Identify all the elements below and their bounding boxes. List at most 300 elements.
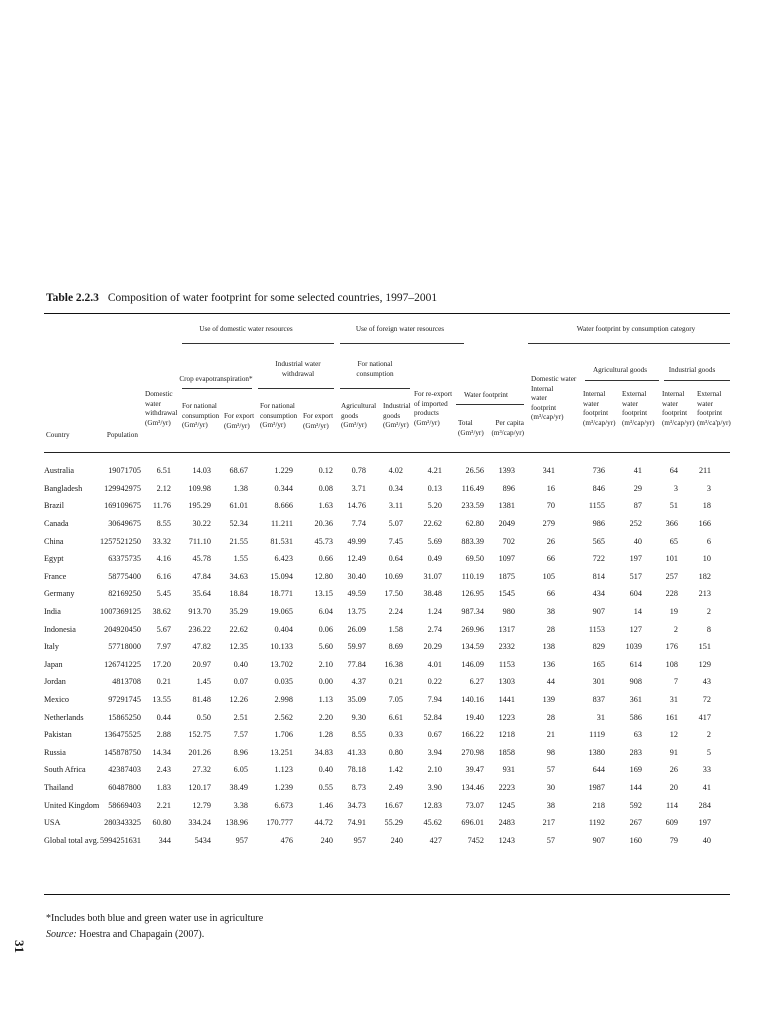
table-row [44, 796, 711, 814]
country-cell: Indonesia [44, 624, 76, 634]
value-cell: 896 [502, 483, 515, 493]
value-cell: 77.84 [347, 659, 366, 669]
value-cell: 165 [592, 659, 605, 669]
value-cell: 3.94 [427, 747, 442, 757]
value-cell: 15.094 [270, 571, 293, 581]
value-cell: 0.50 [196, 712, 211, 722]
value-cell: 1153 [498, 659, 515, 669]
value-cell: 47.82 [192, 642, 211, 652]
table-bottom-rule [44, 894, 730, 895]
value-cell: 240 [390, 835, 403, 845]
page-number: 31 [12, 940, 27, 953]
value-cell: 98 [546, 747, 555, 757]
country-cell: Canada [44, 519, 69, 529]
footnote-text: *Includes both blue and green water use in agriculture [46, 913, 264, 924]
value-cell: 1.42 [388, 765, 403, 775]
value-cell: 28 [546, 712, 555, 722]
value-cell: 49.59 [347, 589, 366, 599]
value-cell: 1155 [588, 501, 605, 511]
value-cell: 140.16 [461, 695, 484, 705]
value-cell: 33 [702, 765, 711, 775]
value-cell: 4.01 [427, 659, 442, 669]
subheader-industrial-2: withdrawal [281, 370, 315, 378]
value-cell: 34.83 [314, 747, 333, 757]
table-row [44, 603, 711, 621]
value-cell: 60487800 [108, 782, 141, 792]
value-cell: 0.035 [274, 677, 293, 687]
value-cell: 10.133 [270, 642, 293, 652]
value-cell: 2.12 [156, 483, 171, 493]
value-cell: 108 [665, 659, 678, 669]
value-cell: 8.96 [233, 747, 248, 757]
value-cell: 38.49 [229, 782, 248, 792]
value-cell: 4.02 [388, 466, 403, 476]
header-reexport: For re-export of imported products (Gm³/yr) [414, 390, 453, 427]
value-cell: 6.04 [318, 607, 333, 617]
value-cell: 17.50 [384, 589, 403, 599]
value-cell: 20.29 [423, 642, 442, 652]
value-cell: 6.51 [156, 466, 171, 476]
value-cell: 116.49 [461, 483, 484, 493]
value-cell: 13.15 [314, 589, 333, 599]
value-cell: 129 [698, 659, 711, 669]
value-cell: 0.08 [318, 483, 333, 493]
rule-crop [182, 388, 252, 389]
value-cell: 1223 [498, 712, 515, 722]
table-row [44, 497, 711, 515]
country-cell: France [44, 571, 67, 581]
header-agricultural-goods: Agricultural goods (Gm³/yr) [341, 402, 377, 429]
value-cell: 38 [546, 607, 555, 617]
value-cell: 19 [669, 607, 678, 617]
value-cell: 138.96 [225, 818, 248, 828]
value-cell: 169109675 [104, 501, 141, 511]
value-cell: 5994251631 [100, 835, 141, 845]
value-cell: 427 [429, 835, 442, 845]
value-cell: 1.45 [196, 677, 211, 687]
value-cell: 7452 [467, 835, 484, 845]
value-cell: 1097 [498, 554, 515, 564]
value-cell: 2.49 [388, 782, 403, 792]
value-cell: 1218 [498, 730, 515, 740]
value-cell: 5.67 [156, 624, 171, 634]
value-cell: 987.34 [461, 607, 484, 617]
value-cell: 11.76 [152, 501, 171, 511]
rule-foreign [340, 343, 464, 344]
value-cell: 1.38 [233, 483, 248, 493]
value-cell: 15865250 [108, 712, 141, 722]
value-cell: 913.70 [188, 607, 211, 617]
country-cell: Mexico [44, 695, 70, 705]
value-cell: 201.26 [188, 747, 211, 757]
value-cell: 19.40 [465, 712, 484, 722]
value-cell: 66 [546, 589, 555, 599]
table-caption [46, 292, 746, 304]
value-cell: 81.531 [270, 536, 293, 546]
rule-agricultural-goods [585, 380, 659, 381]
header-industrial-export: For export (Gm³/yr) [303, 412, 334, 430]
value-cell: 517 [629, 571, 642, 581]
value-cell: 702 [502, 536, 515, 546]
value-cell: 26 [669, 765, 678, 775]
value-cell: 47.84 [192, 571, 211, 581]
source-text: Hoestra and Chapagain (2007). [79, 929, 205, 940]
value-cell: 6.673 [274, 800, 293, 810]
value-cell: 0.49 [427, 554, 442, 564]
value-cell: 126741225 [104, 659, 141, 669]
value-cell: 1.229 [274, 466, 293, 476]
country-cell: Netherlands [44, 712, 84, 722]
country-cell: South Africa [44, 765, 86, 775]
group-header-foreign: Use of foreign water resources [355, 325, 445, 333]
value-cell: 2 [706, 730, 711, 740]
value-cell: 883.39 [461, 536, 484, 546]
value-cell: 151 [698, 642, 711, 652]
value-cell: 58775400 [108, 571, 141, 581]
table-top-rule [44, 313, 730, 314]
value-cell: 267 [629, 818, 642, 828]
value-cell: 13.702 [270, 659, 293, 669]
header-total: Total (Gm³/yr) [458, 419, 484, 437]
header-population: Population [106, 431, 138, 439]
value-cell: 64 [669, 466, 678, 476]
value-cell: 334.24 [188, 818, 211, 828]
value-cell: 110.19 [461, 571, 484, 581]
value-cell: 1.83 [156, 782, 171, 792]
value-cell: 1441 [498, 695, 515, 705]
value-cell: 38.48 [423, 589, 442, 599]
value-cell: 957 [353, 835, 366, 845]
value-cell: 136475525 [104, 730, 141, 740]
value-cell: 565 [592, 536, 605, 546]
value-cell: 66 [546, 554, 555, 564]
value-cell: 51 [669, 501, 678, 511]
value-cell: 417 [698, 712, 711, 722]
value-cell: 61.01 [229, 501, 248, 511]
value-cell: 1153 [588, 624, 605, 634]
value-cell: 8 [706, 624, 711, 634]
value-cell: 73.07 [465, 800, 484, 810]
value-cell: 957 [235, 835, 248, 845]
country-cell: Egypt [44, 554, 64, 564]
data-table [44, 462, 711, 849]
header-per-capita: Per capita (m³/cap/yr) [491, 419, 524, 437]
value-cell: 20 [669, 782, 678, 792]
value-cell: 907 [592, 835, 605, 845]
value-cell: 217 [542, 818, 555, 828]
value-cell: 3.38 [233, 800, 248, 810]
header-domestic-withdrawal: Domestic water withdrawal (Gm³/yr) [145, 390, 178, 427]
value-cell: 1243 [498, 835, 515, 845]
value-cell: 233.59 [461, 501, 484, 511]
value-cell: 3.11 [388, 501, 403, 511]
value-cell: 144 [629, 782, 642, 792]
value-cell: 0.00 [318, 677, 333, 687]
country-cell: Germany [44, 589, 75, 599]
value-cell: 0.44 [156, 712, 171, 722]
value-cell: 10 [702, 554, 711, 564]
value-cell: 22.62 [423, 519, 442, 529]
table-row [44, 532, 711, 550]
value-cell: 21 [546, 730, 555, 740]
value-cell: 12.35 [229, 642, 248, 652]
value-cell: 366 [665, 519, 678, 529]
value-cell: 57718000 [108, 642, 141, 652]
value-cell: 1381 [498, 501, 515, 511]
value-cell: 592 [629, 800, 642, 810]
country-cell: China [44, 536, 64, 546]
value-cell: 5434 [194, 835, 211, 845]
value-cell: 195.29 [188, 501, 211, 511]
header-crop-export: For export (Gm³/yr) [224, 412, 255, 430]
value-cell: 138 [542, 642, 555, 652]
value-cell: 5.20 [427, 501, 442, 511]
value-cell: 197 [698, 818, 711, 828]
value-cell: 68.67 [229, 466, 248, 476]
table-row [44, 691, 711, 709]
value-cell: 283 [629, 747, 642, 757]
value-cell: 197 [629, 554, 642, 564]
value-cell: 3 [673, 483, 678, 493]
value-cell: 3 [706, 483, 711, 493]
value-cell: 30649675 [108, 519, 141, 529]
value-cell: 41.33 [347, 747, 366, 757]
value-cell: 136 [542, 659, 555, 669]
value-cell: 11.211 [271, 519, 293, 529]
value-cell: 2 [706, 607, 711, 617]
value-cell: 240 [320, 835, 333, 845]
value-cell: 52.84 [423, 712, 442, 722]
value-cell: 58669403 [108, 800, 141, 810]
value-cell: 344 [158, 835, 171, 845]
value-cell: 82169250 [108, 589, 141, 599]
table-row [44, 656, 711, 674]
value-cell: 19071705 [108, 466, 141, 476]
value-cell: 30.40 [347, 571, 366, 581]
value-cell: 609 [665, 818, 678, 828]
value-cell: 1303 [498, 677, 515, 687]
value-cell: 6.423 [274, 554, 293, 564]
value-cell: 1192 [588, 818, 605, 828]
table-title: Composition of water footprint for some selected countries, 1997–2001 [107, 292, 438, 304]
table-header-rule [44, 452, 730, 453]
value-cell: 7 [673, 677, 678, 687]
value-cell: 4.21 [427, 466, 442, 476]
value-cell: 14.03 [192, 466, 211, 476]
value-cell: 70 [546, 501, 555, 511]
country-cell: Australia [44, 466, 75, 476]
value-cell: 34.73 [347, 800, 366, 810]
value-cell: 586 [629, 712, 642, 722]
value-cell: 252 [629, 519, 642, 529]
value-cell: 161 [665, 712, 678, 722]
table-row [44, 673, 711, 691]
value-cell: 30.22 [192, 519, 211, 529]
value-cell: 0.66 [318, 554, 333, 564]
value-cell: 13.75 [347, 607, 366, 617]
table-row [44, 568, 711, 586]
source-line [46, 927, 263, 943]
value-cell: 1.123 [274, 765, 293, 775]
value-cell: 0.67 [427, 730, 442, 740]
country-cell: Italy [44, 642, 60, 652]
value-cell: 4813708 [112, 677, 141, 687]
value-cell: 2 [673, 624, 678, 634]
value-cell: 26.56 [465, 466, 484, 476]
value-cell: 7.74 [351, 519, 366, 529]
value-cell: 12.49 [347, 554, 366, 564]
value-cell: 176 [665, 642, 678, 652]
value-cell: 4.37 [351, 677, 366, 687]
value-cell: 109.98 [188, 483, 211, 493]
value-cell: 31 [596, 712, 605, 722]
value-cell: 78.18 [347, 765, 366, 775]
value-cell: 20.36 [314, 519, 333, 529]
value-cell: 604 [629, 589, 642, 599]
value-cell: 1393 [498, 466, 515, 476]
value-cell: 711.10 [188, 536, 211, 546]
value-cell: 644 [592, 765, 605, 775]
value-cell: 145878750 [104, 747, 141, 757]
value-cell: 59.97 [347, 642, 366, 652]
value-cell: 60.80 [152, 818, 171, 828]
value-cell: 69.50 [465, 554, 484, 564]
value-cell: 22.62 [229, 624, 248, 634]
value-cell: 38 [546, 800, 555, 810]
value-cell: 126.95 [461, 589, 484, 599]
value-cell: 166.22 [461, 730, 484, 740]
value-cell: 204920450 [104, 624, 141, 634]
header-ind-internal: Internal water footprint (m³/cap/yr) [662, 390, 695, 427]
value-cell: 12.80 [314, 571, 333, 581]
value-cell: 16 [546, 483, 555, 493]
header-agri-external: External water footprint (m³/cap/yr) [622, 390, 655, 427]
value-cell: 134.46 [461, 782, 484, 792]
value-cell: 1119 [589, 730, 605, 740]
value-cell: 1875 [498, 571, 515, 581]
value-cell: 160 [629, 835, 642, 845]
value-cell: 3.90 [427, 782, 442, 792]
table-row [44, 480, 711, 498]
value-cell: 837 [592, 695, 605, 705]
country-cell: Brazil [44, 501, 65, 511]
value-cell: 2.998 [274, 695, 293, 705]
value-cell: 0.21 [156, 677, 171, 687]
value-cell: 2.74 [427, 624, 442, 634]
value-cell: 45.62 [423, 818, 442, 828]
value-cell: 5.69 [427, 536, 442, 546]
value-cell: 696.01 [461, 818, 484, 828]
value-cell: 907 [592, 607, 605, 617]
value-cell: 6.16 [156, 571, 171, 581]
value-cell: 13.55 [152, 695, 171, 705]
value-cell: 2483 [498, 818, 515, 828]
value-cell: 2049 [498, 519, 515, 529]
table-row [44, 620, 711, 638]
value-cell: 129942975 [104, 483, 141, 493]
value-cell: 0.06 [318, 624, 333, 634]
value-cell: 42387403 [108, 765, 141, 775]
value-cell: 81.48 [192, 695, 211, 705]
value-cell: 1.58 [388, 624, 403, 634]
rule-industrial [258, 388, 334, 389]
value-cell: 614 [629, 659, 642, 669]
rule-industrial-goods [664, 380, 730, 381]
value-cell: 12 [669, 730, 678, 740]
table-footnote [46, 911, 263, 943]
value-cell: 986 [592, 519, 605, 529]
value-cell: 1257521250 [100, 536, 141, 546]
value-cell: 1039 [625, 642, 642, 652]
value-cell: 0.21 [388, 677, 403, 687]
rule-water-footprint [456, 404, 524, 405]
value-cell: 166 [698, 519, 711, 529]
value-cell: 5 [706, 747, 711, 757]
value-cell: 7.45 [388, 536, 403, 546]
value-cell: 120.17 [188, 782, 211, 792]
subheader-agricultural-goods: Agricultural goods [592, 366, 648, 374]
value-cell: 16.38 [384, 659, 403, 669]
value-cell: 814 [592, 571, 605, 581]
table-row [44, 831, 711, 849]
value-cell: 33.32 [152, 536, 171, 546]
table-row [44, 550, 711, 568]
value-cell: 722 [592, 554, 605, 564]
table-row [44, 779, 711, 797]
value-cell: 169 [629, 765, 642, 775]
value-cell: 1.706 [274, 730, 293, 740]
header-industrial-goods: Industrial goods (Gm³/yr) [383, 402, 411, 429]
value-cell: 236.22 [188, 624, 211, 634]
value-cell: 211 [698, 466, 711, 476]
table-row [44, 638, 711, 656]
value-cell: 6.27 [469, 677, 484, 687]
header-crop-national: For national consumption (Gm³/yr) [182, 402, 220, 429]
value-cell: 980 [502, 607, 515, 617]
value-cell: 45.78 [192, 554, 211, 564]
value-cell: 1545 [498, 589, 515, 599]
value-cell: 280343325 [104, 818, 141, 828]
value-cell: 27.32 [192, 765, 211, 775]
value-cell: 1.28 [318, 730, 333, 740]
value-cell: 39.47 [465, 765, 484, 775]
source-label: Source: [46, 929, 77, 940]
value-cell: 0.33 [388, 730, 403, 740]
country-cell: United Kingdom [44, 800, 100, 810]
value-cell: 0.34 [388, 483, 403, 493]
value-cell: 7.94 [427, 695, 442, 705]
value-cell: 1858 [498, 747, 515, 757]
value-cell: 63 [633, 730, 642, 740]
table-row [44, 515, 711, 533]
value-cell: 6 [706, 536, 711, 546]
table-row [44, 744, 711, 762]
value-cell: 931 [502, 765, 515, 775]
value-cell: 279 [542, 519, 555, 529]
value-cell: 8.69 [388, 642, 403, 652]
value-cell: 1007369125 [100, 607, 141, 617]
value-cell: 57 [546, 835, 555, 845]
value-cell: 63375735 [108, 554, 141, 564]
country-cell: Bangladesh [44, 483, 83, 493]
value-cell: 270.98 [461, 747, 484, 757]
value-cell: 6.05 [233, 765, 248, 775]
value-cell: 101 [665, 554, 678, 564]
value-cell: 12.83 [423, 800, 442, 810]
value-cell: 12.26 [229, 695, 248, 705]
value-cell: 40 [702, 835, 711, 845]
value-cell: 1.24 [427, 607, 442, 617]
